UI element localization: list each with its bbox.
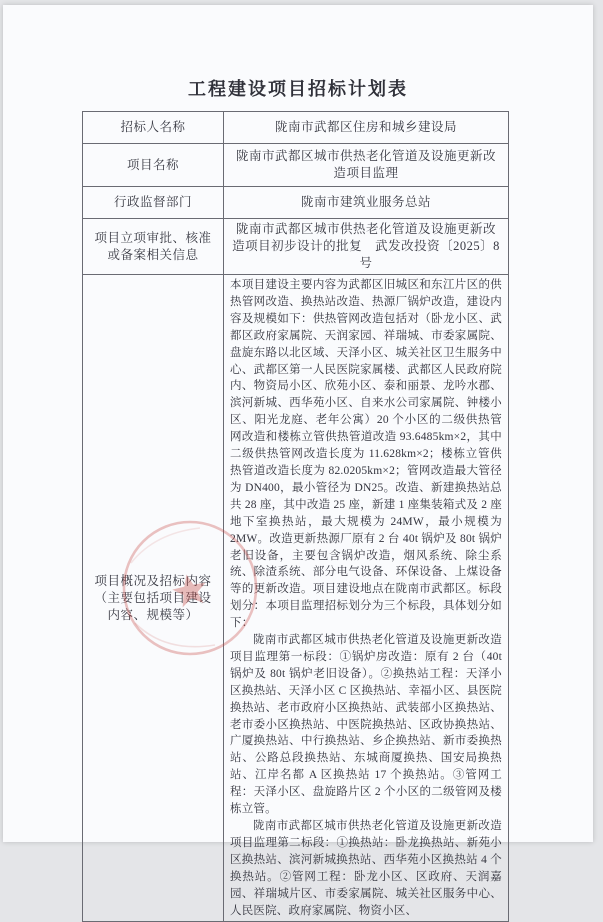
row-value-bidder-name: 陇南市武都区住房和城乡建设局: [224, 112, 509, 144]
row-value-supervising-dept: 陇南市建筑业服务总站: [224, 187, 509, 219]
table-row: [83, 187, 509, 219]
row-label-supervising-dept: 行政监督部门: [83, 187, 224, 219]
overview-paragraph-1: 本项目建设主要内容为武都区旧城区和东江片区的供热管网改造、换热站改造、热源厂锅炉改造，建设内容及规模如下：供热管网改造包括对（卧龙小区、武都区政府家属院、天润家园、祥瑞城、市委家属院、盘旋东路以北区域、天泽小区、城关社区卫生服务中心、武都区第一人民医院家属楼、武都区人民政府院内、物资局小区、欣苑小区、泰和丽景、龙吟水郡、滨河新城、西华苑小区、自来水公司家属院、钟楼小区、阳光龙庭、老年公寓）20 个小区的二级供热管网改造和楼栋立管供热管道改造 93.6485km×2，其中二级供热管网改造长度为 11.628km×2；楼栋立管供热管道改造长度为 82.0205km×2；管网改造最大管径为 DN400，最小管径为 DN25。改造、新建换热站总共 28 座，其中改造 25 座，新建 1 座集装箱式及 2 座地下室换热站，最大规模为 24MW，最小规模为 2MW。改造更新热源厂原有 2 台 40t 锅炉及 80t 锅炉老旧设备，主要包含锅炉改造，烟风系统、除尘系统、除渣系统、部分电气设备、环保设备、上煤设备等的更新改造。项目建设地点在陇南市武都区。标段划分：本项目监理招标划分为三个标段，具体划分如下：: [230, 279, 502, 630]
table-row: [83, 144, 509, 187]
row-value-project-overview: [224, 275, 509, 922]
row-label-approval-info: 项目立项审批、核准或备案相关信息: [83, 219, 224, 275]
overview-paragraph-2: 陇南市武都区城市供热老化管道及设施更新改造项目监理第一标段：①锅炉房改造：原有 2 台（40t 锅炉及 80t 锅炉老旧设备）。②换热站工程：天泽小区换热站、天泽小区 C 区换热站、幸福小区、县医院换热站、老市政府小区换热站、武装部小区换热站、老市委小区换热站、中医院换热站、区政协换热站、广厦换热站、中行换热站、乡企换热站、新市委换热站、公路总段换热站、东城商厦换热、国安局换热站、江岸名都 A 区换热站 17 个换热站。③管网工程：天泽小区、盘旋路片区 2 个小区的二级管网及楼栋立管。: [230, 634, 502, 816]
row-value-approval-info: 陇南市武都区城市供热老化管道及设施更新改造项目初步设计的批复 武发改投资〔2025〕8 号: [224, 219, 509, 275]
page-title: 工程建设项目招标计划表: [188, 79, 408, 99]
table-row: [83, 219, 509, 275]
table-row: [83, 275, 509, 922]
row-label-project-overview: 项目概况及招标内容（主要包括项目建设内容、规模等）: [83, 275, 224, 922]
row-label-bidder-name: 招标人名称: [83, 112, 224, 144]
overview-paragraph-3: 陇南市武都区城市供热老化管道及设施更新改造项目监理第二标段：①换热站：卧龙换热站、新苑小区换热站、滨河新城换热站、西华苑小区换热站 4 个换热站。②管网工程：卧龙小区、区政府、天润嘉园、祥瑞城片区、市委家属院、城关社区服务中心、人民医院、政府家属院、物资小区、: [230, 820, 502, 917]
row-label-project-name: 项目名称: [83, 144, 224, 187]
table-row: [83, 112, 509, 144]
bidding-plan-table: [82, 111, 509, 922]
document-page: [3, 5, 593, 917]
row-value-project-name: 陇南市武都区城市供热老化管道及设施更新改造项目监理: [224, 144, 509, 187]
